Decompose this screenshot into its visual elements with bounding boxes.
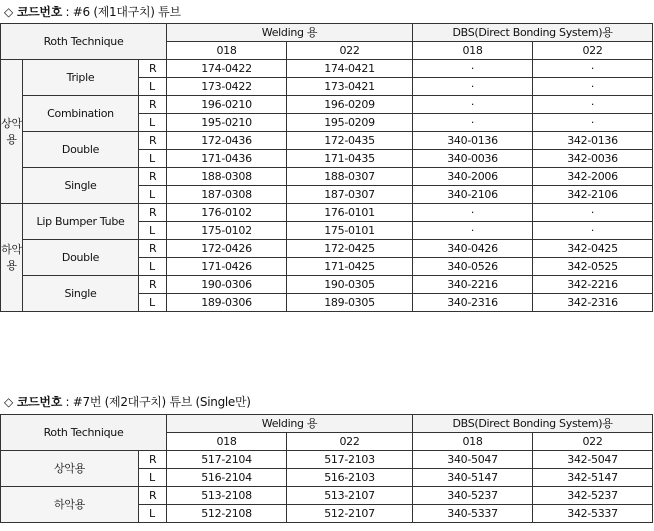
code-cell: 172-0436 [167, 132, 287, 150]
code-cell: 513-2107 [287, 487, 413, 505]
code-cell: 196-0209 [287, 96, 413, 114]
code-cell: 342-5047 [533, 451, 653, 469]
code-cell: · [533, 222, 653, 240]
side-label: R [139, 204, 167, 222]
table-row [1, 204, 653, 222]
jaw-group-label: 하악용 [1, 204, 23, 312]
code-cell: · [533, 78, 653, 96]
code-cell: · [413, 114, 533, 132]
section-2-subtitle: : #7번 (제2대구치) 튜브 (Single만) [62, 395, 251, 409]
code-cell: 172-0425 [287, 240, 413, 258]
tube-6-table [0, 23, 653, 312]
code-cell: 172-0426 [167, 240, 287, 258]
code-cell: 171-0425 [287, 258, 413, 276]
code-cell: 342-2006 [533, 168, 653, 186]
table-row [1, 451, 653, 469]
tube-type-label: Single [23, 168, 139, 204]
table-row [1, 276, 653, 294]
code-cell: 342-2106 [533, 186, 653, 204]
side-label: R [139, 240, 167, 258]
code-cell: 171-0436 [167, 150, 287, 168]
table-row [1, 132, 653, 150]
code-cell: · [533, 114, 653, 132]
code-cell: · [413, 78, 533, 96]
table-row [1, 240, 653, 258]
code-cell: 340-2106 [413, 186, 533, 204]
section-1-title [4, 3, 181, 20]
size-header: 022 [533, 433, 653, 451]
code-cell: 516-2103 [287, 469, 413, 487]
code-cell: 342-2316 [533, 294, 653, 312]
code-cell: 340-5337 [413, 505, 533, 523]
code-cell: 512-2107 [287, 505, 413, 523]
code-cell: 187-0308 [167, 186, 287, 204]
side-label: L [139, 78, 167, 96]
code-cell: · [413, 60, 533, 78]
code-cell: 340-0526 [413, 258, 533, 276]
tube-type-label: Double [23, 132, 139, 168]
table-row [1, 168, 653, 186]
code-cell: 340-0036 [413, 150, 533, 168]
header-row [1, 24, 653, 42]
side-label: L [139, 150, 167, 168]
side-label: L [139, 114, 167, 132]
size-header: 022 [287, 433, 413, 451]
side-label: L [139, 186, 167, 204]
side-label: L [139, 505, 167, 523]
dbs-header: DBS(Direct Bonding System)용 [413, 24, 653, 42]
diamond-icon: ◇ [4, 5, 13, 19]
size-header: 018 [413, 42, 533, 60]
section-2-label: 코드번호 [16, 395, 62, 409]
side-label: R [139, 487, 167, 505]
diamond-icon: ◇ [4, 395, 13, 409]
section-2-title [4, 393, 251, 410]
code-cell: 176-0102 [167, 204, 287, 222]
section-1-label: 코드번호 [16, 5, 62, 19]
section-1-subtitle: : #6 (제1대구치) 튜브 [62, 5, 181, 19]
code-cell: 342-2216 [533, 276, 653, 294]
code-cell: 342-0036 [533, 150, 653, 168]
table-row [1, 487, 653, 505]
side-label: R [139, 451, 167, 469]
side-label: L [139, 469, 167, 487]
jaw-group-label: 상악용 [1, 60, 23, 204]
code-cell: 174-0422 [167, 60, 287, 78]
code-cell: 340-0136 [413, 132, 533, 150]
side-label: L [139, 222, 167, 240]
table-row [1, 96, 653, 114]
code-cell: 195-0209 [287, 114, 413, 132]
jaw-group-label: 상악용 [1, 451, 139, 487]
side-label: L [139, 258, 167, 276]
code-cell: 512-2108 [167, 505, 287, 523]
roth-technique-header: Roth Technique [1, 24, 167, 60]
side-label: R [139, 96, 167, 114]
code-cell: · [533, 60, 653, 78]
code-cell: 340-0426 [413, 240, 533, 258]
code-cell: 189-0305 [287, 294, 413, 312]
tube-type-label: Double [23, 240, 139, 276]
header-row [1, 415, 653, 433]
code-cell: 196-0210 [167, 96, 287, 114]
code-cell: 188-0308 [167, 168, 287, 186]
size-header: 018 [413, 433, 533, 451]
welding-header: Welding 용 [167, 24, 413, 42]
side-label: R [139, 276, 167, 294]
side-label: R [139, 60, 167, 78]
code-cell: 176-0101 [287, 204, 413, 222]
code-cell: 340-5147 [413, 469, 533, 487]
code-cell: 175-0102 [167, 222, 287, 240]
size-header: 018 [167, 42, 287, 60]
code-cell: 174-0421 [287, 60, 413, 78]
side-label: R [139, 168, 167, 186]
code-cell: 342-0525 [533, 258, 653, 276]
code-cell: 173-0421 [287, 78, 413, 96]
tube-type-label: Single [23, 276, 139, 312]
tube-type-label: Combination [23, 96, 139, 132]
code-cell: 187-0307 [287, 186, 413, 204]
side-label: R [139, 132, 167, 150]
code-cell: 173-0422 [167, 78, 287, 96]
code-cell: · [413, 204, 533, 222]
tube-7-table [0, 414, 653, 523]
jaw-group-label: 하악용 [1, 487, 139, 523]
code-cell: 340-2006 [413, 168, 533, 186]
code-cell: 188-0307 [287, 168, 413, 186]
code-cell: 340-5047 [413, 451, 533, 469]
welding-header: Welding 용 [167, 415, 413, 433]
code-cell: 517-2104 [167, 451, 287, 469]
table-row [1, 60, 653, 78]
code-cell: 190-0305 [287, 276, 413, 294]
code-cell: 342-0136 [533, 132, 653, 150]
code-cell: · [533, 96, 653, 114]
code-cell: 516-2104 [167, 469, 287, 487]
code-cell: 513-2108 [167, 487, 287, 505]
code-cell: · [533, 204, 653, 222]
size-header: 022 [533, 42, 653, 60]
side-label: L [139, 294, 167, 312]
code-cell: 342-5147 [533, 469, 653, 487]
roth-technique-header: Roth Technique [1, 415, 167, 451]
code-cell: 172-0435 [287, 132, 413, 150]
size-header: 018 [167, 433, 287, 451]
code-cell: 342-5337 [533, 505, 653, 523]
tube-type-label: Lip Bumper Tube [23, 204, 139, 240]
code-cell: 195-0210 [167, 114, 287, 132]
code-cell: 342-0425 [533, 240, 653, 258]
code-cell: 175-0101 [287, 222, 413, 240]
code-cell: 517-2103 [287, 451, 413, 469]
code-cell: 340-2216 [413, 276, 533, 294]
code-cell: 340-5237 [413, 487, 533, 505]
code-cell: 190-0306 [167, 276, 287, 294]
code-cell: 171-0426 [167, 258, 287, 276]
code-cell: 342-5237 [533, 487, 653, 505]
dbs-header: DBS(Direct Bonding System)용 [413, 415, 653, 433]
code-cell: · [413, 222, 533, 240]
code-cell: 171-0435 [287, 150, 413, 168]
code-cell: 189-0306 [167, 294, 287, 312]
code-cell: 340-2316 [413, 294, 533, 312]
tube-type-label: Triple [23, 60, 139, 96]
size-header: 022 [287, 42, 413, 60]
code-cell: · [413, 96, 533, 114]
